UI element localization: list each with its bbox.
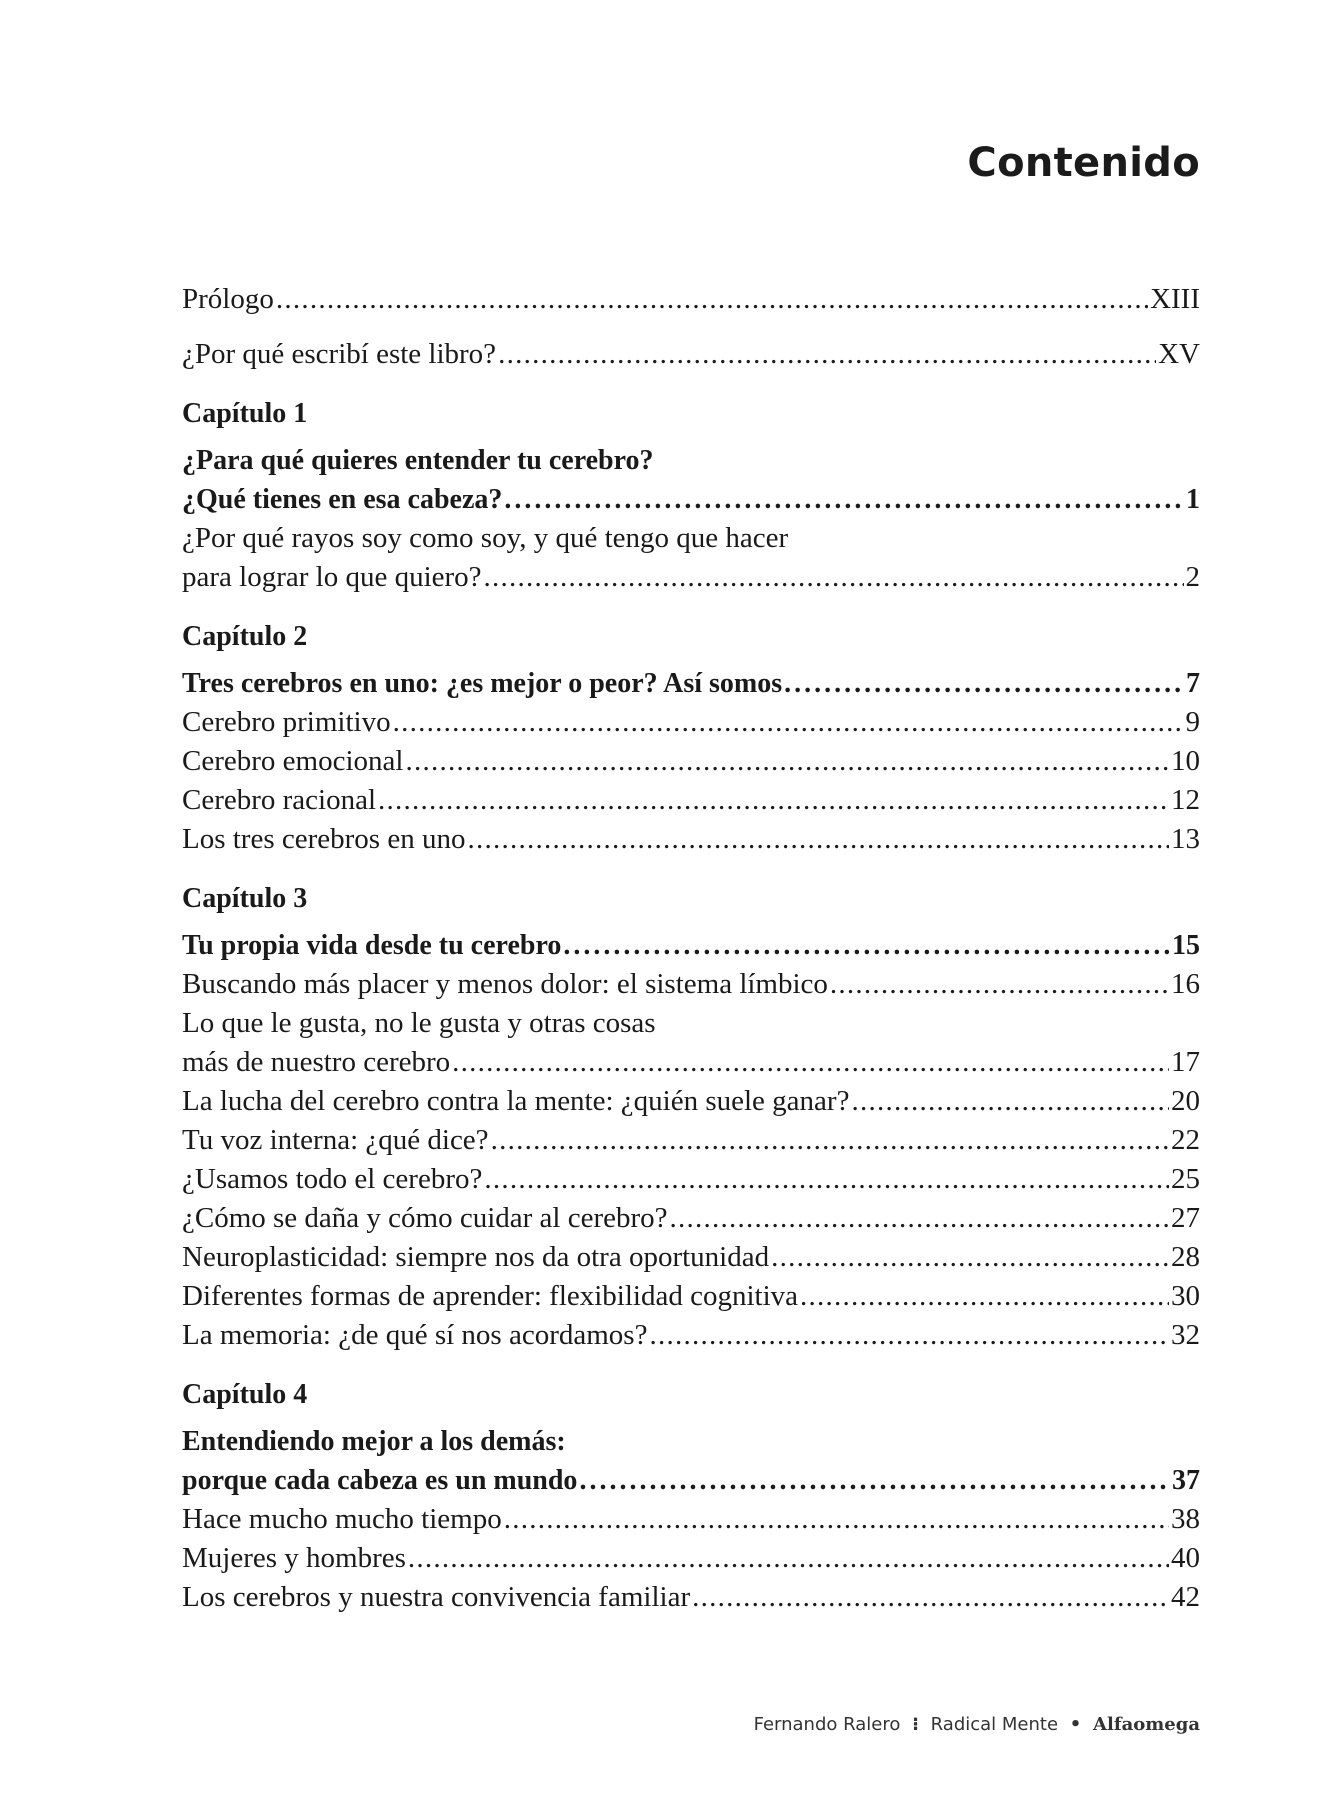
dot-leader: [504, 480, 1184, 519]
entry-title: ¿Usamos todo el cerebro?: [182, 1163, 483, 1195]
dot-leader: [692, 1578, 1169, 1617]
entry-page: 20: [1171, 1085, 1200, 1117]
toc-entry[interactable]: [182, 1043, 1200, 1082]
entry-title: Los tres cerebros en uno: [182, 823, 466, 855]
entry-title: ¿Por qué escribí este libro?: [182, 338, 497, 370]
dot-leader: [408, 1539, 1169, 1578]
toc-entry[interactable]: [182, 703, 1200, 742]
entry-title: para lograr lo que quiero?: [182, 561, 482, 593]
footer-book-title: Radical Mente: [930, 1714, 1059, 1735]
dot-leader: [784, 664, 1184, 703]
entry-title: Diferentes formas de aprender: flexibilidad cognitiva: [182, 1280, 799, 1312]
entry-page: 28: [1171, 1241, 1200, 1273]
toc-entry[interactable]: [182, 781, 1200, 820]
chapter-title-text: porque cada cabeza es un mundo: [182, 1465, 578, 1496]
chapter-title[interactable]: [182, 1461, 1200, 1500]
toc-entry[interactable]: [182, 1277, 1200, 1316]
toc-entry[interactable]: [182, 1578, 1200, 1617]
page-footer: [754, 1714, 1200, 1735]
dot-leader: [649, 1316, 1169, 1355]
chapter-label: Capítulo 4: [182, 1379, 308, 1410]
entry-page: 16: [1171, 968, 1200, 1000]
toc-entry[interactable]: [182, 1539, 1200, 1578]
dot-leader: [563, 926, 1170, 965]
entry-title: Mujeres y hombres: [182, 1542, 406, 1574]
dot-leader: [393, 703, 1184, 742]
entry-title: Cerebro racional: [182, 784, 377, 816]
dot-leader: [484, 1160, 1169, 1199]
chapter-page: 15: [1172, 930, 1200, 961]
entry-title: La lucha del cerebro contra la mente: ¿quién suele ganar?: [182, 1085, 850, 1117]
toc-entry-por-que-escribi[interactable]: [182, 335, 1200, 374]
toc-entry[interactable]: [182, 1500, 1200, 1539]
chapter-title-text: ¿Qué tienes en esa cabeza?: [182, 484, 503, 515]
chapter-title[interactable]: [182, 926, 1200, 965]
chapter-title[interactable]: [182, 480, 1200, 519]
page-title: Contenido: [967, 140, 1200, 186]
dot-leader: [851, 1082, 1169, 1121]
chapter-page: 37: [1172, 1465, 1200, 1496]
entry-page: XV: [1158, 338, 1200, 370]
entry-title: Cerebro emocional: [182, 745, 404, 777]
footer-bullet: •: [1069, 1714, 1082, 1735]
chapter-title[interactable]: Entendiendo mejor a los demás:: [182, 1426, 566, 1457]
entry-page: 27: [1171, 1202, 1200, 1234]
dot-leader: [467, 820, 1169, 859]
toc-entry[interactable]: [182, 1160, 1200, 1199]
toc-entry[interactable]: [182, 1316, 1200, 1355]
entry-title: Tu voz interna: ¿qué dice?: [182, 1124, 489, 1156]
dot-leader: [378, 781, 1169, 820]
dot-leader: [498, 335, 1156, 374]
entry-page: 9: [1185, 706, 1200, 738]
dot-leader: [504, 1500, 1169, 1539]
footer-separator: ⁝: [912, 1714, 919, 1735]
footer-publisher: Alfaomega: [1093, 1714, 1200, 1735]
chapter-label: Capítulo 1: [182, 398, 308, 429]
toc-entry[interactable]: [182, 1199, 1200, 1238]
entry-page: 10: [1171, 745, 1200, 777]
dot-leader: [800, 1277, 1169, 1316]
entry-page: 12: [1171, 784, 1200, 816]
entry-page: 25: [1171, 1163, 1200, 1195]
toc-entry[interactable]: [182, 1082, 1200, 1121]
dot-leader: [771, 1238, 1169, 1277]
toc-entry[interactable]: [182, 820, 1200, 859]
toc-entry[interactable]: [182, 742, 1200, 781]
entry-title: Hace mucho mucho tiempo: [182, 1503, 502, 1535]
dot-leader: [491, 1121, 1169, 1160]
dot-leader: [830, 965, 1169, 1004]
toc-entry[interactable]: [182, 965, 1200, 1004]
dot-leader: [276, 280, 1148, 319]
chapter-label: Capítulo 2: [182, 621, 308, 652]
entry-title: Cerebro primitivo: [182, 706, 391, 738]
entry-page: 2: [1185, 561, 1200, 593]
entry-page: 17: [1171, 1046, 1200, 1078]
dot-leader: [484, 558, 1184, 597]
entry-title: más de nuestro cerebro: [182, 1046, 451, 1078]
toc-entry-prologo[interactable]: [182, 280, 1200, 319]
footer-author: Fernando Ralero: [753, 1714, 901, 1735]
entry-page: 40: [1171, 1542, 1200, 1574]
chapter-title[interactable]: ¿Para qué quieres entender tu cerebro?: [182, 445, 654, 476]
entry-page: 13: [1171, 823, 1200, 855]
toc-entry[interactable]: [182, 1121, 1200, 1160]
entry-title: Prólogo: [182, 283, 274, 315]
entry-page: 30: [1171, 1280, 1200, 1312]
dot-leader: [452, 1043, 1169, 1082]
entry-title: ¿Cómo se daña y cómo cuidar al cerebro?: [182, 1202, 668, 1234]
table-of-contents: [182, 280, 1200, 1617]
entry-page: 38: [1171, 1503, 1200, 1535]
dot-leader: [579, 1461, 1170, 1500]
dot-leader: [405, 742, 1169, 781]
entry-title: La memoria: ¿de qué sí nos acordamos?: [182, 1319, 648, 1351]
chapter-title[interactable]: [182, 664, 1200, 703]
toc-entry[interactable]: [182, 1238, 1200, 1277]
chapter-page: 1: [1186, 484, 1200, 515]
entry-page: 32: [1171, 1319, 1200, 1351]
chapter-title-text: Tu propia vida desde tu cerebro: [182, 930, 562, 961]
entry-title: Buscando más placer y menos dolor: el sistema límbico: [182, 968, 828, 1000]
entry-title: Los cerebros y nuestra convivencia familiar: [182, 1581, 691, 1613]
chapter-page: 7: [1186, 668, 1200, 699]
dot-leader: [670, 1199, 1169, 1238]
entry-page: XIII: [1150, 283, 1200, 315]
entry-page: 42: [1171, 1581, 1200, 1613]
entry-page: 22: [1171, 1124, 1200, 1156]
entry-title-line[interactable]: Lo que le gusta, no le gusta y otras cosas: [182, 1007, 656, 1039]
chapter-title-text: Tres cerebros en uno: ¿es mejor o peor? Así somos: [182, 668, 783, 699]
entry-title: Neuroplasticidad: siempre nos da otra oportunidad: [182, 1241, 770, 1273]
toc-entry[interactable]: [182, 558, 1200, 597]
chapter-label: Capítulo 3: [182, 883, 308, 914]
entry-title-line[interactable]: ¿Por qué rayos soy como soy, y qué tengo que hacer: [182, 522, 789, 554]
